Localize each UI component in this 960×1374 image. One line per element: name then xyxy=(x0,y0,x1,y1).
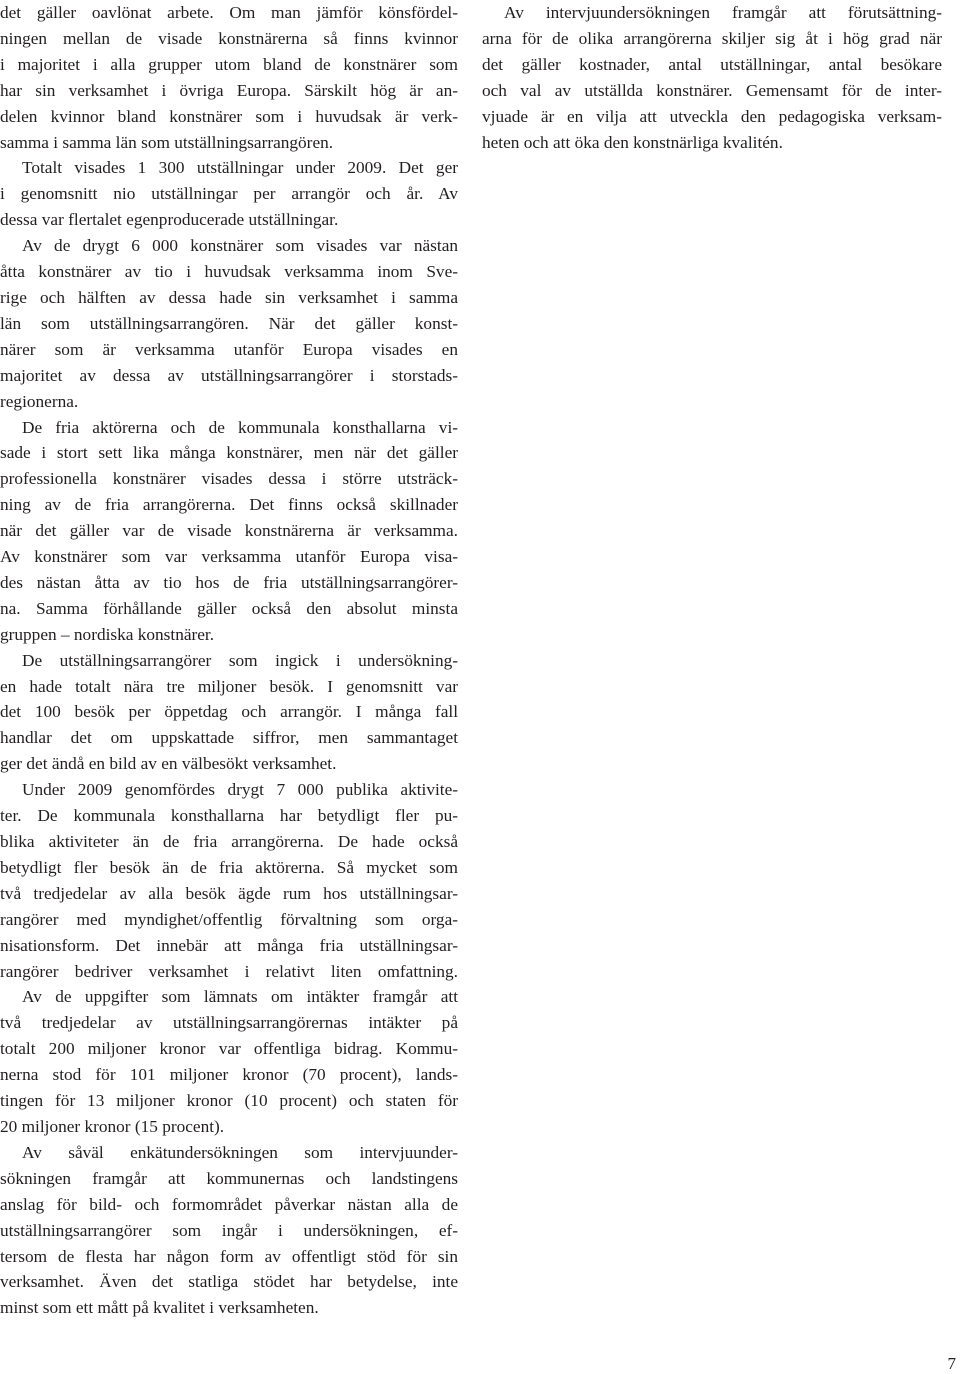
text-line: rige och hälften av dessa hade sin verksamhet i samma xyxy=(0,287,458,307)
text-line: na. Samma förhållande gäller också den absolut minsta xyxy=(0,598,458,618)
text-line: två tredjedelar av alla besök ägde rum hos utställningsar- xyxy=(0,883,458,903)
text-line: des nästan åtta av tio hos de fria utställningsarrangörer- xyxy=(0,572,458,592)
text-line: samma i samma län som utställningsarrangören. xyxy=(0,132,334,152)
text-line: i majoritet i alla grupper utom bland de konstnärer som xyxy=(0,54,458,74)
text-line: åtta konstnärer av tio i huvudsak verksamma inom Sve- xyxy=(0,262,458,282)
text-line: Av de uppgifter som lämnats om intäkter framgår att xyxy=(22,987,458,1007)
text-line: gruppen – nordiska konstnärer. xyxy=(0,624,215,644)
page-number: 7 xyxy=(947,1354,956,1373)
text-line: rangörer med myndighet/offentlig förvaltning som orga- xyxy=(0,909,458,929)
text-line: ger det ändå en bild av en välbesökt verksamhet. xyxy=(0,754,337,774)
text-line: sökningen framgår att kommunernas och landstingens xyxy=(0,1168,458,1188)
text-line: delen kvinnor bland konstnärer som i huvudsak är verk- xyxy=(0,106,458,126)
text-line: Av de drygt 6 000 konstnärer som visades var nästan xyxy=(22,236,458,256)
text-line: det gäller oavlönat arbete. Om man jämför könsfördel- xyxy=(0,3,458,22)
text-line: tingen för 13 miljoner kronor (10 procent) och staten för xyxy=(0,1091,458,1111)
text-line: anslag för bild- och formområdet påverkar nästan alla de xyxy=(0,1194,458,1214)
text-line: 20 miljoner kronor (15 procent). xyxy=(0,1116,225,1136)
text-line: sade i stort sett lika många konstnärer, men när det gäller xyxy=(0,443,458,463)
text-line: betydligt fler besök än de fria aktörerna. Så mycket som xyxy=(0,857,458,877)
text-line: Totalt visades 1 300 utställningar under 2009. Det ger xyxy=(22,158,458,178)
text-line: totalt 200 miljoner kronor var offentliga bidrag. Kommu- xyxy=(0,1039,458,1059)
text-line: nisationsform. Det innebär att många fria utställningsar- xyxy=(0,935,458,955)
text-line: har sin verksamhet i övriga Europa. Särskilt hög är an- xyxy=(0,80,458,100)
text-line: i genomsnitt nio utställningar per arrangör och år. Av xyxy=(0,184,458,204)
text-line: heten och att öka den konstnärliga kvalitén. xyxy=(482,132,783,152)
text-line: arna för de olika arrangörerna skiljer sig åt i hög grad när xyxy=(482,28,942,48)
text-line: län som utställningsarrangören. När det gäller konst- xyxy=(0,313,458,333)
text-line: ningen mellan de visade konstnärerna så finns kvinnor xyxy=(0,28,458,48)
text-line: minst som ett mått på kvalitet i verksamheten. xyxy=(0,1298,319,1318)
text-line: och val av utställda konstnärer. Gemensamt för de inter- xyxy=(482,80,942,100)
text-line: det 100 besök per öppetdag och arrangör. I många fall xyxy=(0,702,458,722)
text-line: ning av de fria arrangörerna. Det finns också skillnader xyxy=(0,495,458,515)
text-line: två tredjedelar av utställningsarrangörernas intäkter på xyxy=(0,1013,458,1033)
left-text-column xyxy=(0,0,458,1321)
text-line: tersom de flesta har någon form av offentligt stöd för sin xyxy=(0,1246,458,1266)
text-line: nerna stod för 101 miljoner kronor (70 procent), lands- xyxy=(0,1065,458,1085)
text-line: dessa var flertalet egenproducerade utställningar. xyxy=(0,210,339,230)
text-line: Av konstnärer som var verksamma utanför Europa visa- xyxy=(0,547,458,567)
text-line: Av såväl enkätundersökningen som intervjuunder- xyxy=(22,1142,458,1162)
text-line: De fria aktörerna och de kommunala konsthallarna vi- xyxy=(22,417,458,437)
text-line: Av intervjuundersökningen framgår att förutsättning- xyxy=(504,3,942,22)
right-text-column xyxy=(482,0,942,155)
text-line: utställningsarrangörer som ingår i undersökningen, ef- xyxy=(0,1220,458,1240)
text-line: De utställningsarrangörer som ingick i undersökning- xyxy=(22,650,458,670)
text-line: regionerna. xyxy=(0,391,79,411)
text-line: det gäller kostnader, antal utställningar, antal besökare xyxy=(482,54,942,74)
text-line: majoritet av dessa av utställningsarrangörer i storstads- xyxy=(0,365,458,385)
text-line: en hade totalt nära tre miljoner besök. I genomsnitt var xyxy=(0,676,458,696)
text-line: när det gäller var de visade konstnärerna är verksamma. xyxy=(0,521,458,541)
text-line: vjuade är en vilja att utveckla den pedagogiska verksam- xyxy=(482,106,942,126)
text-line: ter. De kommunala konsthallarna har betydligt fler pu- xyxy=(0,806,458,826)
text-line: professionella konstnärer visades dessa i större utsträck- xyxy=(0,469,458,489)
text-line: Under 2009 genomfördes drygt 7 000 publika aktivite- xyxy=(22,780,458,800)
text-line: blika aktiviteter än de fria arrangörerna. De hade också xyxy=(0,832,458,851)
text-line: handlar det om uppskattade siffror, men sammantaget xyxy=(0,728,458,748)
text-line: närer som är verksamma utanför Europa visades en xyxy=(0,339,458,359)
text-line: rangörer bedriver verksamhet i relativt liten omfattning. xyxy=(0,961,458,981)
text-line: verksamhet. Även det statliga stödet har betydelse, inte xyxy=(0,1272,458,1292)
